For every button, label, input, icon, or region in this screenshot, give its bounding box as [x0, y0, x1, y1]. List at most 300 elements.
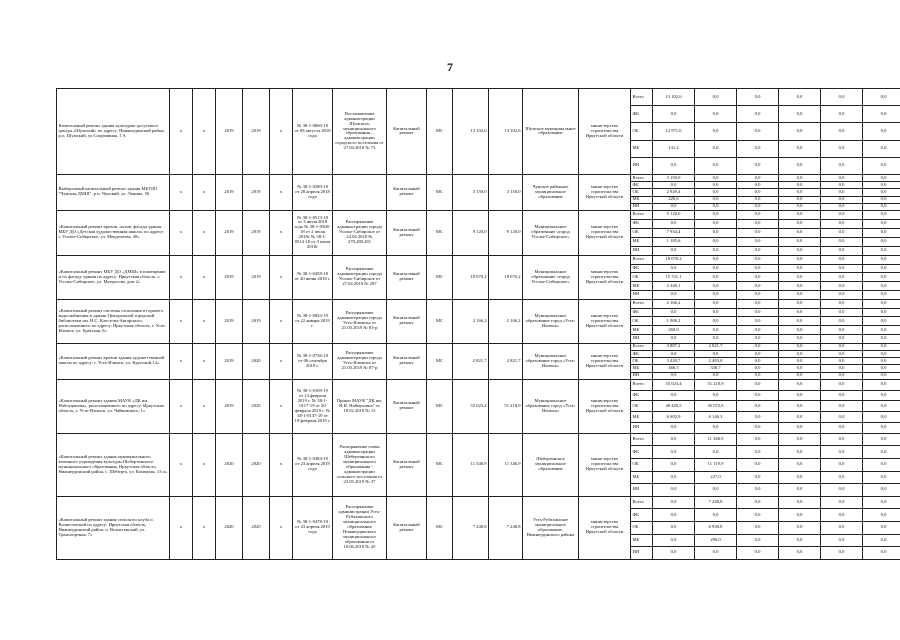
- funding-value: 0,0: [821, 401, 863, 412]
- funding-value: 0,0: [737, 174, 779, 181]
- funding-value: 227,0: [695, 471, 737, 484]
- estimated-cost: 9 120,0: [453, 210, 489, 255]
- funding-value: 0,0: [653, 351, 695, 358]
- funding-value: 0,0: [737, 422, 779, 433]
- decision-document: [333, 174, 387, 210]
- project-name: «Капитальный ремонт здания сельского клуба п. Вознесенский по адресу: Иркутская область, Нижнеудинский район, п. Вознесенский, ул. Транспортная, 7»: [57, 496, 170, 559]
- cell-marker: х: [193, 299, 216, 343]
- estimated-cost: 7 248,8: [453, 496, 489, 559]
- funding-value: 0,0: [779, 196, 821, 203]
- funding-value: 0,0: [863, 291, 900, 300]
- funding-value: 0,0: [653, 291, 695, 300]
- cell-marker: х: [270, 89, 293, 175]
- funding-source: МБ: [631, 237, 653, 246]
- funding-value: 0,0: [695, 106, 737, 123]
- funding-value: 0,0: [779, 446, 821, 459]
- funding-value: 0,0: [863, 282, 900, 291]
- funding-value: 0,0: [737, 299, 779, 308]
- funding-value: 0,0: [695, 264, 737, 273]
- funding-value: 0,0: [737, 282, 779, 291]
- funding-value: 0,0: [863, 496, 900, 509]
- project-name: Выборочный капитальный ремонт здания МБУДО "Чунская ДМШ", р.п. Чунский, ул. Ленина, 56: [57, 174, 170, 210]
- ownership-level: МС: [427, 433, 453, 496]
- funding-value: 0,0: [737, 458, 779, 471]
- funding-value: 3 420,7: [653, 358, 695, 365]
- start-year: 2019: [216, 299, 243, 343]
- end-year: 2020: [243, 433, 270, 496]
- table-row: [57, 299, 900, 308]
- funding-source: ФБ: [631, 390, 653, 401]
- cell-marker: х: [170, 299, 193, 343]
- funding-value: 0,0: [737, 390, 779, 401]
- recipient: Муниципальное образование город «Усть-Илимск»: [523, 343, 579, 379]
- table-row: [57, 496, 900, 509]
- funding-value: 0,0: [863, 189, 900, 196]
- funding-value: 0,0: [779, 210, 821, 219]
- funding-value: 0,0: [821, 255, 863, 264]
- funding-value: 0,0: [863, 317, 900, 326]
- cell-marker: х: [270, 379, 293, 433]
- funding-value: 51 218,9: [695, 379, 737, 390]
- funding-value: 0,0: [863, 255, 900, 264]
- funding-source: Всего: [631, 255, 653, 264]
- funding-value: 0,0: [779, 547, 821, 560]
- funding-value: 0,0: [695, 317, 737, 326]
- funding-value: 0,0: [737, 140, 779, 157]
- funding-value: 0,0: [737, 273, 779, 282]
- funding-value: 0,0: [653, 372, 695, 379]
- funding-value: 0,0: [779, 237, 821, 246]
- funding-source: ФБ: [631, 106, 653, 123]
- funding-value: 0,0: [737, 372, 779, 379]
- funding-value: 0,0: [737, 484, 779, 497]
- start-year: 2019: [216, 343, 243, 379]
- funding-value: 0,0: [821, 203, 863, 210]
- funding-value: 0,0: [863, 534, 900, 547]
- funding-source: ОБ: [631, 228, 653, 237]
- cell-marker: х: [193, 255, 216, 299]
- funding-value: 11 346,9: [695, 433, 737, 446]
- funding-value: 0,0: [737, 547, 779, 560]
- funding-value: 0,0: [863, 433, 900, 446]
- funding-source: Всего: [631, 210, 653, 219]
- funding-value: 0,0: [863, 196, 900, 203]
- funding-value: 0,0: [653, 308, 695, 317]
- funding-value: 18 070,2: [653, 255, 695, 264]
- funding-value: 0,0: [653, 157, 695, 174]
- funding-value: 0,0: [779, 471, 821, 484]
- funding-value: 0,0: [779, 174, 821, 181]
- responsible-ministry: министерство строительства Иркутской области: [579, 379, 631, 433]
- funding-value: 0,0: [821, 308, 863, 317]
- funding-value: 0,0: [821, 317, 863, 326]
- estimated-cost: 11 346,9: [453, 433, 489, 496]
- project-name: «Капитальный ремонт здания МАУК «ДК им. Набоуцанова», расположенного по адресу: Иркутская область, г. Усть-Илимск, ул. Чайковского, 1»: [57, 379, 170, 433]
- ownership-level: МС: [427, 379, 453, 433]
- funding-source: ИИ: [631, 372, 653, 379]
- funding-value: 0,0: [653, 433, 695, 446]
- funding-value: 0,0: [863, 157, 900, 174]
- funding-value: 0,0: [737, 326, 779, 335]
- funding-value: 0,0: [821, 547, 863, 560]
- funding-value: 0,0: [737, 182, 779, 189]
- funding-source: ИИ: [631, 422, 653, 433]
- project-name: Капитальный ремонт здания культурно-досугового центра «Шумский» по адресу: Нижнеудинский район, р.п. Шумский, ул.Спортивная, 1 А: [57, 89, 170, 175]
- funding-value: 0,0: [737, 365, 779, 372]
- cell-marker: х: [270, 255, 293, 299]
- funding-value: 6 146,3: [695, 412, 737, 423]
- funding-value: 0,0: [779, 521, 821, 534]
- funding-value: 0,0: [821, 210, 863, 219]
- funding-source: ФБ: [631, 264, 653, 273]
- funding-value: 0,0: [695, 157, 737, 174]
- funding-value: 0,0: [863, 203, 900, 210]
- table-row: [57, 379, 900, 390]
- funding-value: 0,0: [779, 335, 821, 344]
- project-name: «Капитальный ремонт МБУ ДО «ДМШ» в помещении и по фасаду здания по адресу: Иркутская область, г. Усолье-Сибирское, ул. Матросова, дом 2»: [57, 255, 170, 299]
- funding-value: 0,0: [695, 182, 737, 189]
- cell-marker: х: [170, 496, 193, 559]
- funding-source: ИИ: [631, 203, 653, 210]
- remaining-cost: 2 821,7: [489, 343, 523, 379]
- decision-document: Распоряжение администрации города Усолье-Сибирское от 24.04.2018 № 279,280,281: [333, 210, 387, 255]
- funding-value: 0,0: [863, 412, 900, 423]
- funding-value: 0,0: [821, 246, 863, 255]
- cell-marker: х: [193, 343, 216, 379]
- estimated-cost: 2 166,2: [453, 299, 489, 343]
- funding-value: 0,0: [737, 534, 779, 547]
- responsible-ministry: министерство строительства Иркутской области: [579, 496, 631, 559]
- page-number: 7: [447, 60, 453, 74]
- funding-value: 0,0: [863, 422, 900, 433]
- funding-value: 0,0: [695, 196, 737, 203]
- funding-value: 0,0: [779, 299, 821, 308]
- cell-marker: х: [170, 379, 193, 433]
- funding-value: 338,7: [695, 365, 737, 372]
- funding-value: 0,0: [779, 534, 821, 547]
- cell-marker: х: [270, 174, 293, 210]
- funding-value: 220,6: [653, 196, 695, 203]
- funding-value: 0,0: [737, 291, 779, 300]
- funding-value: 9 120,0: [653, 210, 695, 219]
- work-type: Капитальный ремонт: [387, 255, 427, 299]
- funding-value: 0,0: [695, 203, 737, 210]
- funding-value: 0,0: [695, 228, 737, 237]
- funding-value: 2 166,2: [653, 299, 695, 308]
- funding-value: 0,0: [779, 228, 821, 237]
- decision-document: Распоряжение администрации Усть-Рубахинского муниципального образования Нижнеудинского муниципального образования от 10.06.2019 № 45: [333, 496, 387, 559]
- funding-source: ФБ: [631, 509, 653, 522]
- funding-value: 0,0: [695, 484, 737, 497]
- funding-value: 0,0: [821, 282, 863, 291]
- responsible-ministry: министерство строительства Иркутской области: [579, 210, 631, 255]
- funding-value: 0,0: [863, 401, 900, 412]
- funding-value: 0,0: [863, 326, 900, 335]
- funding-source: МБ: [631, 471, 653, 484]
- funding-value: 0,0: [653, 246, 695, 255]
- funding-value: 0,0: [863, 273, 900, 282]
- project-name: «Капитальный ремонт здания муниципального казенного учреждения культуры Шебертинского муниципального образования, Иркутская область, Нижнеудинский район, с. Шеберта, ул. Коммуны, 13 а»: [57, 433, 170, 496]
- funding-value: 0,0: [695, 351, 737, 358]
- funding-value: 0,0: [863, 458, 900, 471]
- funding-value: 0,0: [863, 372, 900, 379]
- cell-marker: х: [193, 496, 216, 559]
- funding-value: 0,0: [653, 219, 695, 228]
- ownership-level: МС: [427, 89, 453, 175]
- funding-value: 0,0: [737, 471, 779, 484]
- funding-value: 0,0: [779, 203, 821, 210]
- funding-value: 0,0: [779, 282, 821, 291]
- funding-value: 0,0: [695, 237, 737, 246]
- funding-value: 0,0: [779, 509, 821, 522]
- recipient: Муниципальное образование город «Усть-Илимск»: [523, 299, 579, 343]
- funding-value: 2 349,1: [653, 282, 695, 291]
- funding-value: 3 150,0: [653, 174, 695, 181]
- start-year: 2019: [216, 255, 243, 299]
- estimated-cost: 2 821,7: [453, 343, 489, 379]
- project-name: «Капитальный ремонт кровли здания художественной школы по адресу: г. Усть-Илимск, ул. Крупской,12»: [57, 343, 170, 379]
- funding-value: 0,0: [821, 433, 863, 446]
- funding-value: 6 602,9: [653, 412, 695, 423]
- table-row: [57, 255, 900, 264]
- funding-value: 0,0: [653, 471, 695, 484]
- funding-value: 0,0: [737, 264, 779, 273]
- funding-value: 0,0: [821, 496, 863, 509]
- expertise-conclusion: № 38-1-0109-19 от 14 февраля 2019 г. № 38-1-0117-19 от 20 февраля 2019 г. № 38-1-0137-19 от 19 февраля 2019 г.: [293, 379, 333, 433]
- funding-value: 0,0: [695, 255, 737, 264]
- funding-value: 0,0: [821, 264, 863, 273]
- funding-value: 0,0: [737, 379, 779, 390]
- funding-value: 0,0: [863, 365, 900, 372]
- project-name: «Капитальный ремонт системы отопления и горячего водоснабжения в здании Центральной городской библиотеки им. Н.С. Клестова-Ангарского, расположенного по адресу: Иркутская область, г. Усть-Илимск, ул. Братская, 8»: [57, 299, 170, 343]
- funding-value: 0,0: [779, 157, 821, 174]
- funding-value: 0,0: [737, 335, 779, 344]
- funding-value: 0,0: [779, 343, 821, 350]
- funding-value: 0,0: [779, 422, 821, 433]
- funding-value: 0,0: [863, 264, 900, 273]
- funding-value: 0,0: [737, 412, 779, 423]
- funding-value: 0,0: [653, 534, 695, 547]
- funding-value: 0,0: [821, 89, 863, 106]
- end-year: 2020: [243, 379, 270, 433]
- funding-value: 0,0: [653, 484, 695, 497]
- funding-value: 0,0: [737, 358, 779, 365]
- cell-marker: х: [170, 174, 193, 210]
- table-row: [57, 89, 900, 106]
- funding-value: 0,0: [779, 291, 821, 300]
- funding-source: МБ: [631, 534, 653, 547]
- funding-value: 0,0: [695, 174, 737, 181]
- funding-value: 55 023,4: [653, 379, 695, 390]
- funding-value: 7 248,8: [695, 496, 737, 509]
- funding-value: 0,0: [779, 496, 821, 509]
- funding-value: 0,0: [695, 89, 737, 106]
- funding-value: 0,0: [653, 521, 695, 534]
- expertise-conclusion: № 38-1-0033-19 от 22 января 2019 г.: [293, 299, 333, 343]
- cell-marker: х: [270, 299, 293, 343]
- funding-value: 0,0: [737, 521, 779, 534]
- responsible-ministry: министерство строительства Иркутской области: [579, 343, 631, 379]
- funding-value: 0,0: [863, 509, 900, 522]
- funding-source: Всего: [631, 299, 653, 308]
- work-type: Капитальный ремонт: [387, 343, 427, 379]
- funding-value: 0,0: [779, 365, 821, 372]
- funding-value: 0,0: [779, 358, 821, 365]
- funding-value: 0,0: [821, 196, 863, 203]
- decision-document: Распоряжение главы администрации Шебертинского муниципального образования - администрации сельского поселения от 23.05.2019 № 37: [333, 433, 387, 496]
- cell-marker: х: [170, 210, 193, 255]
- decision-document: Постановление администрации Шумского муниципального образования – администрации городского поселения от 27.04.2018 № 73: [333, 89, 387, 175]
- funding-value: 0,0: [863, 123, 900, 140]
- funding-value: 0,0: [653, 264, 695, 273]
- funding-value: 466,5: [653, 365, 695, 372]
- cell-marker: х: [170, 343, 193, 379]
- funding-value: 0,0: [737, 401, 779, 412]
- end-year: 2020: [243, 496, 270, 559]
- funding-source: ИИ: [631, 291, 653, 300]
- ownership-level: МС: [427, 299, 453, 343]
- cell-marker: х: [270, 496, 293, 559]
- funding-value: 0,0: [863, 521, 900, 534]
- funding-source: Всего: [631, 343, 653, 350]
- recipient: Муниципальное образование «город Усолье-Сибирское»: [523, 255, 579, 299]
- ownership-level: МС: [427, 496, 453, 559]
- funding-value: 0,0: [779, 351, 821, 358]
- end-year: 2019: [243, 210, 270, 255]
- funding-value: 0,0: [695, 299, 737, 308]
- estimated-cost: 55 023,4: [453, 379, 489, 433]
- funding-value: 0,0: [863, 174, 900, 181]
- funding-value: 0,0: [821, 365, 863, 372]
- funding-value: 0,0: [779, 189, 821, 196]
- funding-value: 0,0: [821, 390, 863, 401]
- funding-source: Всего: [631, 174, 653, 181]
- end-year: 2019: [243, 174, 270, 210]
- funding-value: 0,0: [821, 379, 863, 390]
- funding-source: Всего: [631, 379, 653, 390]
- funding-value: 0,0: [821, 189, 863, 196]
- funding-value: 0,0: [821, 534, 863, 547]
- funding-value: 0,0: [653, 422, 695, 433]
- funding-value: 0,0: [863, 379, 900, 390]
- funding-source: МБ: [631, 196, 653, 203]
- funding-value: 0,0: [821, 358, 863, 365]
- end-year: 2019: [243, 255, 270, 299]
- cell-marker: х: [170, 433, 193, 496]
- funding-value: 260,0: [653, 326, 695, 335]
- funding-value: 3 887,2: [653, 343, 695, 350]
- funding-value: 0,0: [779, 89, 821, 106]
- cell-marker: х: [170, 89, 193, 175]
- responsible-ministry: министерство строительства Иркутской области: [579, 174, 631, 210]
- funding-value: 0,0: [863, 106, 900, 123]
- funding-value: 0,0: [737, 196, 779, 203]
- funding-value: 2 483,0: [695, 358, 737, 365]
- recipient: Чунское районное муниципальное образование: [523, 174, 579, 210]
- funding-value: 0,0: [695, 273, 737, 282]
- funding-value: 0,0: [779, 308, 821, 317]
- decision-document: Приказ МАУК "ДК им. И.И. Наймушина" от 18.02.2019 № 13: [333, 379, 387, 433]
- funding-value: 0,0: [695, 390, 737, 401]
- recipient: Шебертинское муниципальное образование: [523, 433, 579, 496]
- start-year: 2020: [216, 433, 243, 496]
- responsible-ministry: министерство строительства Иркутской области: [579, 89, 631, 175]
- estimated-cost: 13 102,6: [453, 89, 489, 175]
- funding-value: 0,0: [737, 308, 779, 317]
- funding-source: Всего: [631, 496, 653, 509]
- remaining-cost: 51 218,9: [489, 379, 523, 433]
- funding-value: 0,0: [821, 343, 863, 350]
- funding-source: ОБ: [631, 458, 653, 471]
- funding-source: МБ: [631, 282, 653, 291]
- funding-value: 1 185,6: [653, 237, 695, 246]
- cell-marker: х: [193, 210, 216, 255]
- responsible-ministry: министерство строительства Иркутской области: [579, 255, 631, 299]
- funding-value: 0,0: [779, 140, 821, 157]
- funding-source: ОБ: [631, 401, 653, 412]
- work-type: Капитальный ремонт: [387, 433, 427, 496]
- funding-source: ИИ: [631, 246, 653, 255]
- funding-value: 0,0: [653, 182, 695, 189]
- funding-source: МБ: [631, 326, 653, 335]
- funding-source: ОБ: [631, 317, 653, 326]
- funding-value: 0,0: [695, 246, 737, 255]
- responsible-ministry: министерство строительства Иркутской области: [579, 433, 631, 496]
- work-type: Капитальный ремонт: [387, 496, 427, 559]
- funding-value: 0,0: [695, 335, 737, 344]
- funding-value: 0,0: [821, 521, 863, 534]
- funding-value: 0,0: [695, 422, 737, 433]
- funding-value: 0,0: [821, 273, 863, 282]
- funding-source: ФБ: [631, 446, 653, 459]
- funding-value: 0,0: [821, 509, 863, 522]
- funding-value: 0,0: [695, 308, 737, 317]
- funding-value: 0,0: [821, 157, 863, 174]
- funding-value: 0,0: [821, 299, 863, 308]
- start-year: 2019: [216, 210, 243, 255]
- funding-value: 0,0: [863, 237, 900, 246]
- funding-source: ОБ: [631, 358, 653, 365]
- recipient: Усть-Рубахинское муниципальное образование, Нижнеудинского района: [523, 496, 579, 559]
- cell-marker: х: [270, 343, 293, 379]
- funding-value: 0,0: [821, 182, 863, 189]
- funding-value: 12 971,6: [653, 123, 695, 140]
- funding-value: 0,0: [863, 446, 900, 459]
- funding-value: 0,0: [737, 228, 779, 237]
- funding-source: ИИ: [631, 335, 653, 344]
- funding-value: 0,0: [779, 123, 821, 140]
- work-type: Капитальный ремонт: [387, 210, 427, 255]
- funding-value: 0,0: [821, 412, 863, 423]
- funding-value: 0,0: [695, 291, 737, 300]
- expertise-conclusion: № 38-1-0458-18 от 20 июня 2018 г.: [293, 255, 333, 299]
- funding-value: 0,0: [653, 446, 695, 459]
- funding-value: 0,0: [863, 89, 900, 106]
- funding-source: Всего: [631, 433, 653, 446]
- funding-value: 0,0: [779, 390, 821, 401]
- funding-value: 0,0: [737, 157, 779, 174]
- cell-marker: х: [193, 379, 216, 433]
- estimated-cost: 3 150,0: [453, 174, 489, 210]
- expertise-conclusion: № 38-1-0660-18 от 08 августа 2018 года: [293, 89, 333, 175]
- funding-value: 0,0: [863, 308, 900, 317]
- expertise-conclusion: № 38-1-0513-18 от 3 июля 2018 года № 38-1-0506-18 от 2 июля 2018г № 38-1-0514-18 от 3 июля 2018г: [293, 210, 333, 255]
- funding-value: 1 906,2: [653, 317, 695, 326]
- remaining-cost: 18 070,2: [489, 255, 523, 299]
- funding-value: 0,0: [863, 351, 900, 358]
- funding-value: 0,0: [821, 291, 863, 300]
- funding-value: 0,0: [653, 390, 695, 401]
